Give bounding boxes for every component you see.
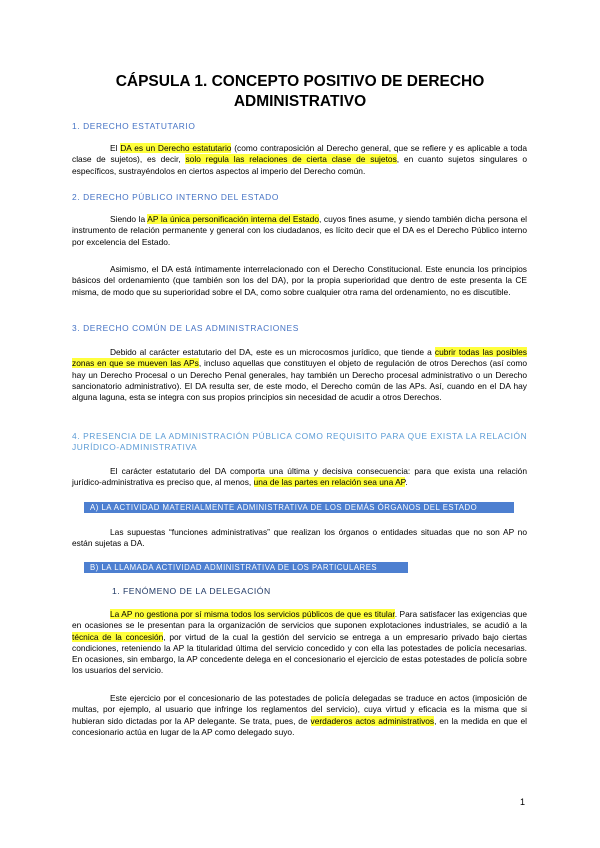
text: Debido al carácter estatutario del DA, este es un microcosmos jurídico, que tiende a — [110, 347, 435, 357]
section-heading-1: 1. DERECHO ESTATUTARIO — [72, 121, 196, 131]
highlight: DA es un Derecho estatutario — [120, 143, 232, 153]
text: , en cuanto sujetos singulares o específicos, sustrayéndolos en ciertos aspectos al imperio del Derecho común. — [72, 154, 528, 176]
text: El — [110, 143, 121, 153]
paragraph-2-1 — [72, 214, 527, 248]
paragraph-4-1 — [72, 466, 527, 489]
subsection-band-b: B) LA LLAMADA ACTIVIDAD ADMINISTRATIVA DE LOS PARTICULARES — [84, 562, 408, 573]
text: . — [405, 477, 408, 488]
highlight: solo regula las relaciones de cierta clase de sujetos — [185, 154, 397, 165]
subsection-heading-1: 1. FENÓMENO DE LA DELEGACIÓN — [112, 586, 271, 596]
text: , cuyos fines asume, y siendo también dicha persona el instrumento de relación permanente y general con los ciudadanos, es lícito decir que el DA es el Derecho Público interno por excelencia del Estado. — [72, 214, 527, 247]
heading-line-1: 4. PRESENCIA DE LA ADMINISTRACIÓN PÚBLICA COMO REQUISITO PARA QUE EXISTA LA RELACIÓN — [72, 431, 528, 441]
paragraph-b-2 — [72, 693, 527, 738]
section-heading-2: 2. DERECHO PÚBLICO INTERNO DEL ESTADO — [72, 192, 279, 202]
highlight: técnica de la concesión — [72, 631, 164, 642]
text: El carácter estatutario del DA comporta una última y decisiva consecuencia: para que exista una relación jurídico-administrativa es preciso que, al menos, — [72, 466, 527, 488]
section-heading-4 — [72, 431, 532, 453]
paragraph-3-1 — [72, 347, 527, 403]
title-line-1: CÁPSULA 1. CONCEPTO POSITIVO DE DERECHO — [115, 73, 485, 90]
highlight: una de las partes en relación sea una AP — [253, 477, 406, 488]
section-heading-3: 3. DERECHO COMÚN DE LAS ADMINISTRACIONES — [72, 323, 299, 333]
paragraph-2-2: Asimismo, el DA está íntimamente interrelacionado con el Derecho Constitucional. Este enuncia los principios básicos del ordenamiento (que también son los del DA), por la propia superioridad que dentro de este presenta la CE misma, de modo que su superioridad sobre el DA, como sobre cualquier otra rama del ordenamiento, no es discutible. — [72, 264, 527, 297]
subsection-band-a: A) LA ACTIVIDAD MATERIALMENTE ADMINISTRATIVA DE LOS DEMÁS ÓRGANOS DEL ESTADO — [84, 502, 514, 513]
text: Este ejercicio por el concesionario de las potestades de policía delegadas se traduce en actos (imposición de multas, por ejemplo, al usuario que infringe los reglamentos del servicio), cuya virtud y eficacia es la misma que si hubieran sido dictadas por la AP delegante. Se trata, pues, de — [72, 693, 527, 726]
page-number: 1 — [520, 797, 526, 807]
paragraph-a: Las supuestas “funciones administrativas” que realizan los órganos o entidades situadas que no son AP no están sujetas a DA. — [72, 527, 527, 549]
highlight: AP la única personificación interna del Estado — [147, 214, 319, 224]
highlight: verdaderos actos administrativos — [310, 715, 435, 726]
text: , incluso aquellas que constituyen el objeto de regulación de otros Derechos (así como hay un Derecho Procesal o un Derecho Penal generales, hay también un Derecho procesal administrativo o un Derecho sancionatorio administrativo). El DA resulta ser, de este modo, el Derecho común de las APs. Así, cuando en el DA hay alguna laguna, esta se integra con sus propios principios sin necesidad de acudir a otros Derechos. — [72, 358, 527, 403]
text: . Para satisfacer las exigencias que en ocasiones se le presentan para la organización de servicios que suponen explotaciones industriales, se acudió a la — [72, 609, 527, 631]
heading-line-2: JURÍDICO-ADMINISTRATIVA — [72, 442, 198, 452]
paragraph-b-1 — [72, 609, 527, 677]
text: (como contraposición al Derecho general, que se refiere y es aplicable a toda clase de sujetos), es decir, — [72, 143, 527, 165]
text: , en la medida en que el concesionario actúa en lugar de la AP como delegado suyo. — [72, 715, 527, 737]
text: , por virtud de la cual la gestión del servicio se entrega a un empresario privado bajo ciertas condiciones, reteniendo la AP la titularidad última del servicio concedido y con ella las potestades de policía necesarias. En ocasiones, sin embargo, la AP concedente delega en el concesionario el ejercicio de estas potestades de policía sobre los usuarios del servicio. — [72, 631, 527, 676]
text: Siendo la — [110, 214, 148, 224]
page-title — [60, 72, 540, 112]
title-line-2: ADMINISTRATIVO — [233, 93, 367, 110]
highlight: cubrir todas las posibles zonas en que se mueven las APs — [72, 347, 527, 369]
highlight: La AP no gestiona por sí misma todos los servicios públicos de que es titular — [110, 609, 395, 619]
paragraph-1-1 — [72, 143, 527, 177]
